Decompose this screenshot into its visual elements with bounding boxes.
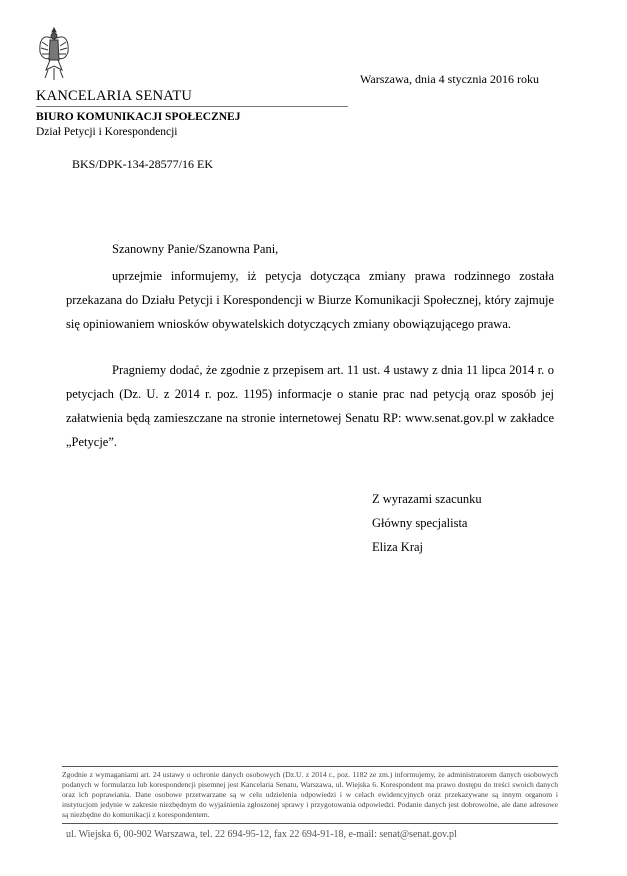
body-paragraph-2 bbox=[66, 358, 554, 454]
signatory-title: Główny specjalista bbox=[372, 516, 468, 530]
body-paragraph-1 bbox=[66, 264, 554, 336]
eagle-emblem-icon bbox=[36, 24, 72, 84]
footer-divider-bottom bbox=[62, 823, 558, 824]
greeting: Szanowny Panie/Szanowna Pani, bbox=[112, 242, 279, 256]
reference-number: BKS/DPK-134-28577/16 EK bbox=[72, 157, 214, 171]
signatory-name: Eliza Kraj bbox=[372, 540, 424, 554]
footer-divider-top bbox=[62, 766, 558, 767]
letter-date: Warszawa, dnia 4 stycznia 2016 roku bbox=[360, 72, 539, 86]
bureau-name: BIURO KOMUNIKACJI SPOŁECZNEJ bbox=[36, 111, 241, 123]
department-name: Dział Petycji i Korespondencji bbox=[36, 126, 178, 138]
office-name: KANCELARIA SENATU bbox=[36, 88, 193, 104]
closing-regards: Z wyrazami szacunku bbox=[372, 492, 482, 506]
paragraph-text: Pragniemy dodać, że zgodnie z przepisem art. 11 ust. 4 ustawy z dnia 11 lipca 2014 r. o petycjach (Dz. U. z 2014 r. poz. 1195) informacje o stanie prac nad petycją oraz sposób jej załatwienia będą zamieszczane na stronie internetowej Senatu RP: www.senat.gov.pl w zakładce „Petycje”. bbox=[66, 363, 554, 449]
paragraph-text: uprzejmie informujemy, iż petycja dotycząca zmiany prawa rodzinnego została przekazana do Działu Petycji i Korespondencji w Biurze Komunikacji Społecznej, który zajmuje się opiniowaniem wniosków obywatelskich dotyczących zmiany obowiązującego prawa. bbox=[66, 269, 554, 331]
data-protection-notice: Zgodnie z wymaganiami art. 24 ustawy o ochronie danych osobowych (Dz.U. z 2014 r., poz. 1182 ze zm.) informujemy, że administratorem danych osobowych podanych w formularzu lub korespondencji pisemnej jest Kancelaria Senatu, Warszawa, ul. Wiejska 6. Korespondent ma prawo dostępu do treści swoich danych oraz ich poprawiania. Dane osobowe przetwarzane są w celu udzielenia odpowiedzi i w celach ewidencyjnych oraz przekazywane są innym organom i instytucjom jedynie w zakresie niezbędnym do wyjaśnienia zgłoszonej sprawy i przygotowania odpowiedzi. Podanie danych jest dobrowolne, ale dane adresowe są niezbędne do komunikacji z korespondentem. bbox=[62, 770, 558, 819]
header-divider bbox=[36, 106, 348, 107]
footer-address: ul. Wiejska 6, 00-902 Warszawa, tel. 22 694-95-12, fax 22 694-91-18, e-mail: senat@senat.gov.pl bbox=[66, 829, 457, 840]
